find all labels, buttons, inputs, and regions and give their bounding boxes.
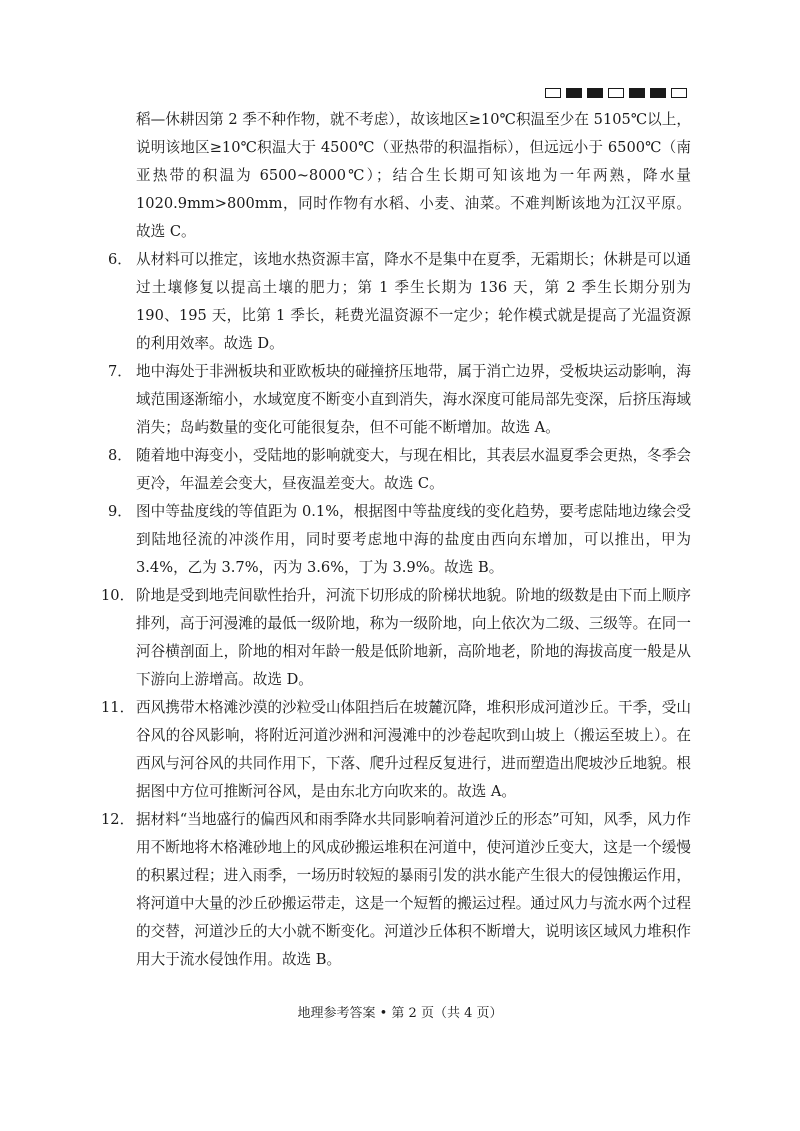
item-number: 8． bbox=[108, 447, 132, 464]
header-mark-filled bbox=[629, 88, 645, 98]
header-mark-filled bbox=[587, 88, 603, 98]
item-text: 图中等盐度线的等值距为 0.1%，根据图中等盐度线的变化趋势，要考虑陆地边缘会受到陆地径流的冲淡作用，同时要考虑地中海的盐度由西向东增加，可以推出，甲为 3.4%，乙为 3.7%，丙为 3.6%，丁为 3.9%。故选 B。 bbox=[136, 503, 691, 576]
item-number: 7． bbox=[108, 363, 132, 380]
item-number: 12． bbox=[101, 811, 135, 828]
answer-item-11 bbox=[101, 694, 691, 806]
answer-item-8 bbox=[108, 442, 691, 498]
answer-item-10 bbox=[101, 582, 691, 694]
item-text: 阶地是受到地壳间歇性抬升，河流下切形成的阶梯状地貌。阶地的级数是由下而上顺序排列，高于河漫滩的最低一级阶地，称为一级阶地，向上依次为二级、三级等。在同一河谷横剖面上，阶地的相对年龄一般是低阶地新，高阶地老，阶地的海拔高度一般是从下游向上游增高。故选 D。 bbox=[136, 587, 691, 688]
header-mark-empty bbox=[671, 88, 687, 98]
header-mark-filled bbox=[566, 88, 582, 98]
item-number: 6． bbox=[108, 251, 132, 268]
item-number: 9． bbox=[108, 503, 132, 520]
answer-item-7 bbox=[108, 358, 691, 442]
header-mark-empty bbox=[545, 88, 561, 98]
answer-item-6 bbox=[108, 246, 691, 358]
item-text: 地中海处于非洲板块和亚欧板块的碰撞挤压地带，属于消亡边界，受板块运动影响，海域范围逐渐缩小，水域宽度不断变小直到消失，海水深度可能局部先变深，后挤压海域消失；岛屿数量的变化可能很复杂，但不可能不断增加。故选 A。 bbox=[136, 363, 691, 436]
item-text: 随着地中海变小，受陆地的影响就变大，与现在相比，其表层水温夏季会更热，冬季会更冷，年温差会变大，昼夜温差变大。故选 C。 bbox=[136, 447, 691, 492]
answer-item-12 bbox=[101, 806, 691, 974]
item-text: 据材料“当地盛行的偏西风和雨季降水共同影响着河道沙丘的形态”可知，风季，风力作用不断地将木格滩砂地上的风成砂搬运堆积在河道中，使河道沙丘变大，这是一个缓慢的积累过程；进入雨季，一场历时较短的暴雨引发的洪水能产生很大的侵蚀搬运作用，将河道中大量的沙丘砂搬运带走，这是一个短暂的搬运过程。通过风力与流水两个过程的交替，河道沙丘的大小就不断变化。河道沙丘体积不断增大，说明该区域风力堆积作用大于流水侵蚀作用。故选 B。 bbox=[136, 811, 691, 968]
header-mark-filled bbox=[650, 88, 666, 98]
header-mark-empty bbox=[608, 88, 624, 98]
continued-paragraph: 稻—休耕因第 2 季不种作物，就不考虑），故该地区≥10℃积温至少在 5105℃以上，说明该地区≥10℃积温大于 4500℃（亚热带的积温指标），但远远小于 6500℃（南亚热带的积温为 6500~8000℃）；结合生长期可知该地为一年两熟，降水量 1020.9mm>800mm，同时作物有水稻、小麦、油菜。不难判断该地为江汉平原。故选 C。 bbox=[136, 111, 691, 240]
item-text: 从材料可以推定，该地水热资源丰富，降水不是集中在夏季，无霜期长；休耕是可以通过土壤修复以提高土壤的肥力；第 1 季生长期为 136 天，第 2 季生长期分别为 190、195 天，比第 1 季长，耗费光温资源不一定少；轮作模式就是提高了光温资源的利用效率。故选 D。 bbox=[136, 251, 691, 352]
header-marks bbox=[545, 88, 687, 98]
answer-content bbox=[101, 106, 691, 974]
item-number: 11． bbox=[101, 699, 135, 716]
answer-item-9 bbox=[108, 498, 691, 582]
item-number: 10． bbox=[101, 587, 135, 604]
item-text: 西风携带木格滩沙漠的沙粒受山体阻挡后在坡麓沉降，堆积形成河道沙丘。干季，受山谷风的谷风影响，将附近河道沙洲和河漫滩中的沙卷起吹到山坡上（搬运至坡上）。在西风与河谷风的共同作用下，下落、爬升过程反复进行，进而塑造出爬坡沙丘地貌。根据图中方位可推断河谷风，是由东北方向吹来的。故选 A。 bbox=[136, 699, 691, 800]
page-footer: 地理参考答案 • 第 2 页（共 4 页） bbox=[297, 1006, 503, 1021]
